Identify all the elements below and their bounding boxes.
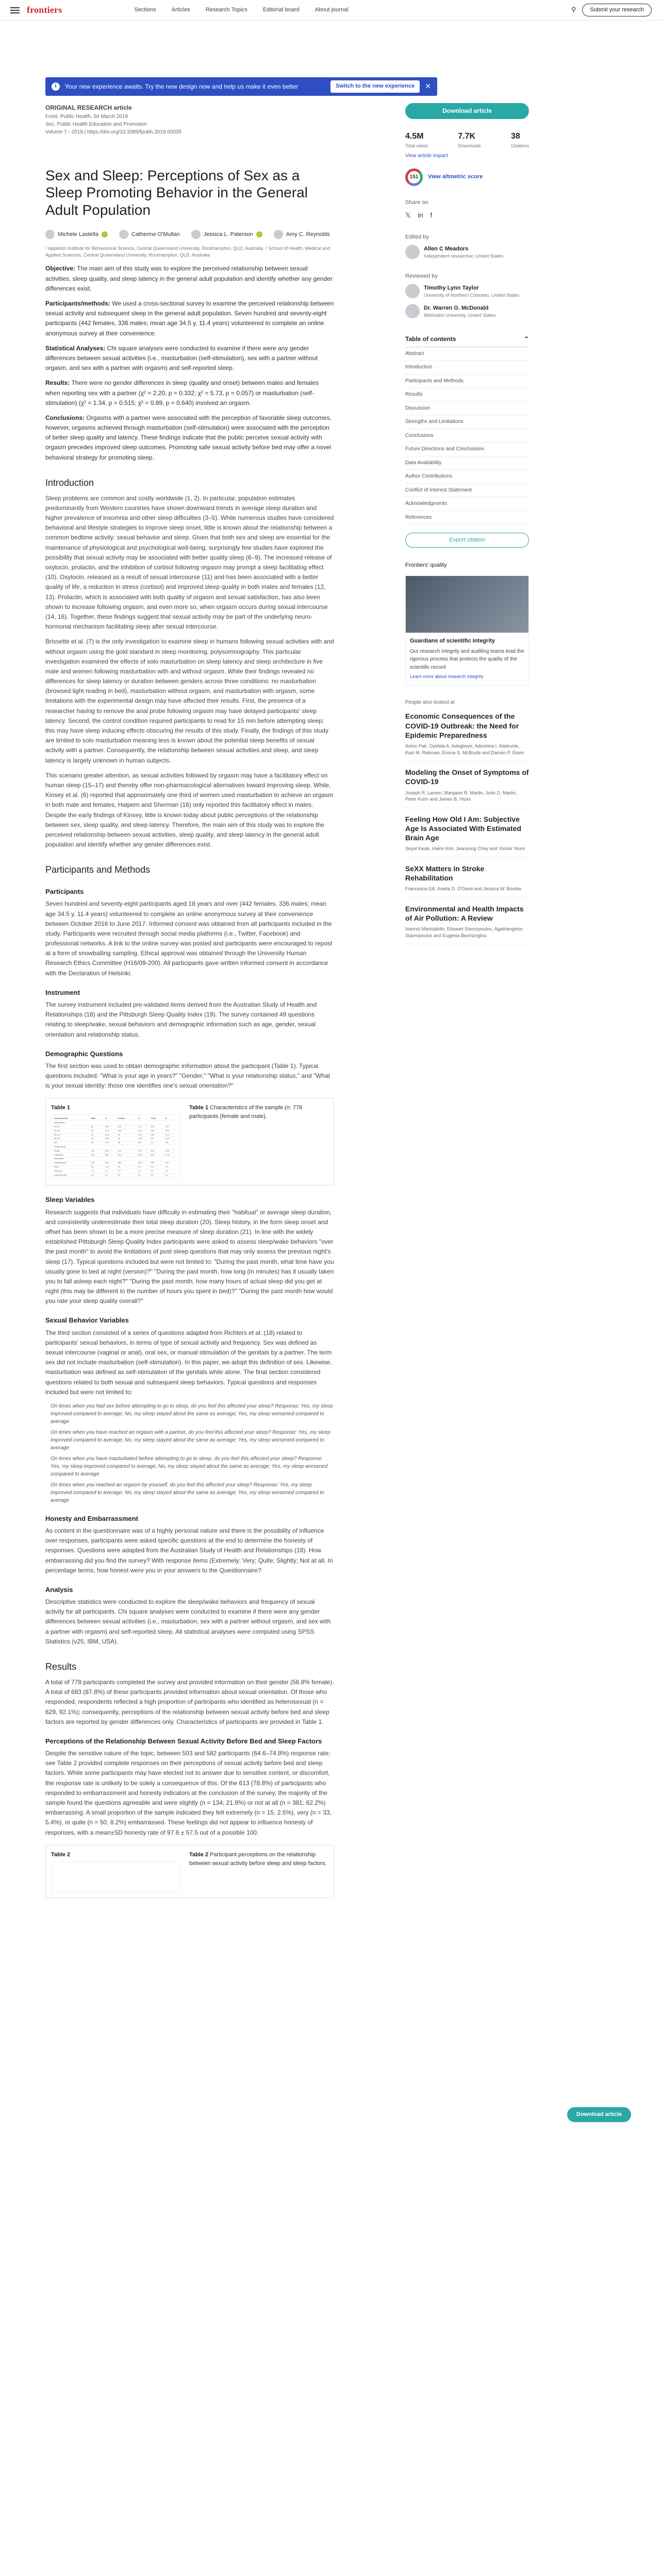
related-article[interactable] [405,904,529,945]
caption-label: Table 2 [189,1851,209,1858]
table-cell: 29.0 [138,1129,150,1133]
toc-item[interactable]: References [405,511,529,525]
abstract-text: We used a cross-sectional survey to examine the perceived relationship between sexual activity and subsequent sleep in the general adult population. Seven hundred and seventy-eight participants (442 females, 336 males; mean age 34.5 y, 11.4 years) volunteered to complete an online anonymous survey at their convenience. [45,300,334,337]
abstract-methods [45,299,334,338]
label: Objective: [45,265,76,273]
table-2-label: Table 2 [51,1851,71,1858]
frontiers-logo[interactable]: frontiers [27,4,62,15]
abstract-objective [45,264,334,294]
table-cell: 18 [91,1173,105,1177]
author-list [45,230,334,239]
table-cell: 7.2 [150,1169,164,1173]
table-cell: 55+ [54,1141,91,1145]
table-cell [150,1145,164,1149]
info-icon: i [52,82,60,91]
introduction-heading: Introduction [45,477,94,488]
toc-item[interactable]: Results [405,388,529,402]
related-title[interactable]: Modeling the Onset of Symptoms of COVID-19 [405,768,529,786]
author[interactable] [119,230,180,239]
survey-question: On times when you have reached an orgasm with a partner, do you feel this affected your sleep? Response: Yes, my sleep improved compared to average; No, my sleep stayed about the same as average; Yes, my sleep worsened compared to average [51,1429,330,1451]
stat-downloads [458,130,481,150]
table-row [54,1149,177,1153]
table-cell [117,1145,137,1149]
table-row [54,1133,177,1137]
related-title[interactable]: Feeling How Old I Am: Subjective Age Is Associated With Estimated Brain Age [405,815,521,842]
paragraph: As content in the questionnaire was of a highly personal nature and there is the possibility of influence over responses, participants were asked specific questions at the end to determine the honesty of responses. Questions were adapted from the Australian Study of Health and Relationships (18). How embarrassing did you find the survey? With response items (Extremely; Very; Quite; Slightly; Not at all. In percentage terms, how honest were you in your answers to the Questionnaire? [45,1527,333,1574]
table-cell: 84 [91,1125,105,1129]
journal-line[interactable]: Front. Public Health, 04 March 2019 [45,113,128,120]
table-cell: Sleep (h) [54,1169,91,1173]
stat-label: Total views [405,143,428,149]
paragraph: This scenario greater attention, as sexual activities followed by orgasm may have a facilitatory effect on human sleep (15–17) and thereby offer non-pharmacological alternatives toward improving sleep. While, Kinsey et al. (6) reported that approximately one third of women used masturbation to achieve an orgasm in both male and females, Halpern and Sherman (16) only reported this facilitatory effect in males. Despite the early findings of Kinsey, little is known today about public perceptions of the relationship between sex, sleep quality, and sleep latency. Therefore, the main aim of this study was to explore the perceived relationship between sexual activities, sleep quality, and sleep latency in the general adult population and identify whether any gender differences exist. [45,771,334,849]
survey-question: On times when you have masturbated before attempting to go to sleep, do you feel this affected your sleep? Response: Yes, my sleep improved compared to average; No, my sleep stayed about the same as average; Yes, my sleep worsened compared to average [51,1455,328,1477]
quality-label: Frontiers' quality [405,562,447,569]
results-heading: Results [45,1662,77,1672]
table-cell: Age (years) [54,1121,91,1125]
table-cell [117,1157,137,1161]
abstract-text: Orgasms with a partner were associated with the perception of favorable sleep outcomes, however, orgasms achieved through masturbation (self-stimulation) were associated with the perception of better sleep quality and latency. These findings indicate that the public perceive sexual activity with orgasm precedes improved sleep outcomes. Promoting safe sexual activity before bed may offer a novel behavioral strategy for promoting sleep. [45,414,332,461]
table-row [54,1141,177,1145]
table-cell: 31.9 [138,1149,150,1153]
author[interactable] [191,230,262,239]
nav-about-journal[interactable]: About journal [315,6,349,13]
table-cell [91,1157,105,1161]
related-title[interactable]: Environmental and Health Impacts of Air Pollution: A Review [405,904,524,923]
abstract-text: There were no gender differences in sleep (quality and onset) between males and females when reporting sex with a partner (χ² = 2.20, p = 0.332; χ² = 5.73, p = 0.057) or masturbation (self-stimulation) (χ² = 1.34, p = 0.515; χ² = 0.89, p = 0.640) involved an orgasm. [45,379,319,406]
table-cell: 7.2 [117,1169,137,1173]
label: Participants/methods: [45,300,111,308]
table-row [54,1157,177,1161]
paragraph: A total of 778 participants completed the survey and provided information on their gender (56.8% female). A total of 683 (87.8%) of these participants provided information about sexual orientation. Of those who responded, respondents reflected a high proportion of participants who identified as heterosexual (n = 629, 92.1%); consequently, perceptions of the relationship between sexual activity before bed and sleep factors are reported by gender differences only. Characteristics of participants are provided in Table 1. [45,1678,334,1725]
avatar [405,284,420,298]
author-name[interactable]: Michele Lastella [58,231,98,238]
table-cell: 38 [117,1141,137,1145]
abstract [45,264,334,462]
table-header-cell: % [164,1117,177,1121]
people-also-looked-label: People also looked at [405,699,455,705]
related-title[interactable]: Economic Consequences of the COVID-19 Outbreak: the Need for Epidemic Preparedness [405,712,519,739]
person-org: Methodist University, United States [424,312,496,318]
table-cell: 120 [117,1125,137,1129]
article-stats [405,130,529,150]
table-row [54,1137,177,1141]
stat-citations [511,130,529,150]
stat-value: 38 [510,131,520,141]
table-cell: Relationship [54,1145,91,1149]
person-org: Independent researcher, United States [424,253,504,259]
right-sidebar [405,96,529,951]
table-cell: Single [54,1149,91,1153]
table-cell [150,1157,164,1161]
close-icon[interactable]: ✕ [425,82,431,91]
related-authors: Francesca Gill, Aniela D. O'Dano and Jessica W. Bourke [405,886,522,892]
table-cell: 45–54 [54,1137,91,1141]
toc-item[interactable]: Discussion [405,402,529,416]
table-cell: 7.9 [164,1165,177,1170]
article-type: ORIGINAL RESEARCH article [45,104,132,111]
table-cell: Heterosexual [54,1161,91,1165]
table-cell: 28.3 [164,1129,177,1133]
altmetric-donut-icon: 151 [405,168,423,186]
sexual-behavior-heading: Sexual Behavior Variables [45,1316,129,1325]
table-cell: 7.1 [91,1169,105,1173]
stat-label: Downloads [458,143,481,149]
table-cell: 141 [117,1149,137,1153]
paragraph: Research suggests that individuals have difficulty in estimating their "habitual" or average sleep duration, and consistently underestimate their total sleep duration (20). Sleep history, in the form sleep onset and offset has been shown to be a more precise measure of sleep duration (21). In line with the widely established Pittsburgh Sleep Quality Index participants were asked to assess sleep/wake behaviors "over the past month" to avoid the limitations of post sleep questions that may only assess the previous night's sleep (17). Typical questions included but were not limited to: "During the past month, what time have you usually gone to bed at night (version)?" "During the past month, how long (in minutes) has it usually taken you to fall asleep each night?" "During the past month, how many hours of actual sleep did you get at night (this may be different to the number of hours you spent in bed)?" "During the past month how would you rate your sleep quality overall?" [45,1208,334,1305]
table-cell: 1.1 [105,1169,117,1173]
table-1-card[interactable] [45,1098,334,1185]
article-column [45,96,334,1905]
table-cell [164,1157,177,1161]
table-cell: 20.8 [105,1133,117,1137]
related-article[interactable] [405,864,529,898]
instrument-heading: Instrument [45,988,80,996]
table-cell: 13.8 [138,1137,150,1141]
related-authors: Anton Pak, Oyelola A. Adegboye, Adeshina I. Adekunle, Kazi M. Rahman, Emma S. McBryde and Damon P. Eisen [405,743,524,755]
table-row [54,1161,177,1165]
table-cell: 68.1 [138,1153,150,1157]
table-cell: 113 [150,1137,164,1141]
author-avatar [191,230,201,239]
table-cell: 94.6 [138,1161,150,1165]
related-article[interactable] [405,815,529,858]
toc-item[interactable]: Data Availability [405,456,529,470]
orcid-icon[interactable] [102,231,108,238]
table-cell: Orientation [54,1157,91,1161]
table-cell: 20 [117,1165,137,1170]
sleep-variables-heading: Sleep Variables [45,1196,95,1204]
table-2-card[interactable] [45,1845,334,1898]
table-cell [105,1157,117,1161]
table-cell: 89.0 [105,1161,117,1165]
table-cell: 34 [91,1165,105,1170]
perceptions-heading: Perceptions of the Relationship Between Sexual Activity Before Bed and Sleep Factors [45,1737,322,1745]
quality-card[interactable] [405,575,529,685]
abstract-text: Chi square analyses were conducted to examine if there were any gender differences between sexual activities (i.e., masturbation (self-stimulation), sex with a partner without orgasm, and sex with a partner with orgasm) and self-reported sleep. [45,344,318,372]
paragraph: Seven hundred and seventy-eight participants aged 18 years and over (442 females, 336 males; mean age 34.5 y, 11.4 years) volunteered to complete an online anonymous survey at their convenience between October 2016 to June 2017. Informed consent was obtained from all participants included in the study. Participants were recruited through social media platforms (i.e., Twitter, Facebook) and professional networks. A link to the online survey was posted and participants were encouraged to repost at a form of snowballing sampling. Ethical approval was obtained through the University Human Research Ethics Committee (H16/09-200). All participants gave written informed consent in accordance with the Declaration of Helsinki. [45,900,333,977]
table-cell: 11.3 [105,1141,117,1145]
altmetric-link[interactable]: View altmetric score [428,174,483,180]
demographic-heading: Demographic Questions [45,1049,123,1058]
floating-download-button[interactable]: Download article [567,2107,631,2122]
author-name[interactable]: Catherine O'Mullan [131,231,180,238]
caption-text: Characteristics of the sample (n: 778 participants (female and male). [189,1105,303,1120]
stat-value: 4.5M [405,131,424,141]
quality-image [406,576,528,633]
linkedin-icon[interactable]: in [418,211,423,219]
label: Conclusions: [45,414,85,421]
related-article[interactable] [405,711,529,761]
paragraph: The first section was used to obtain demographic information about the participant (Table 1). Typical questions included: "What is your age in years?" "Gender," "What is your relationship status," and "What is your sexual identity: those one identifies one's sexual orientation?" [45,1062,330,1090]
paragraph: Brissette et al. (7) is the only investigation to examine sleep in humans following sexual activities with and without orgasm using the gold standard in sleep monitoring, polysomnography. This particular investigation examined the effects of solo masturbation on sleep latency and sleep architecture in five male and women following masturbation with and without orgasm. While their findings revealed no differences for sleep latency or duration between genders across three conditions: no masturbation (browsed light reading in bed), masturbation without orgasm, and masturbation with orgasm, some limitations with the experimental design may have affected their results. First, the presence of a researcher having to remove the anal probe following orgasm may have delayed participants' sleep latency. Second, the control condition required participants to read for 15 min before attempting sleep; this may have sleep inducing effects obscuring the results of this study. Finally, the findings of this study are limited to solo masturbation meaning less is known about the potential sleep benefits of sexual activity with a partner. Consequently, the relationship between sexual activities and sleep, and sleep latency is largely unknown in human subjects. [45,638,334,764]
table-cell: 224 [91,1153,105,1157]
table-header-cell: % [138,1117,150,1121]
author[interactable] [45,230,108,239]
abstract-stats [45,344,334,374]
reviewer-info [424,304,495,319]
table-cell: 15 [164,1173,177,1177]
table-1-caption [189,1104,328,1180]
person-name[interactable]: Timothy Lynn Taylor [424,284,479,291]
table-cell [117,1121,137,1125]
author-avatar [45,230,55,239]
article-title: Sex and Sleep: Perceptions of Sex as a Sleep Promoting Behavior in the General Adult Population [45,167,308,218]
toc-item[interactable]: Participants and Methods [405,375,529,388]
toc-header[interactable] [405,332,529,347]
methods-heading: Participants and Methods [45,865,151,875]
toc-item[interactable]: Abstract [405,347,529,361]
table-cell: 61 [117,1137,137,1141]
table-cell [91,1145,105,1149]
label: Results: [45,379,70,387]
table-cell: 25.0 [105,1125,117,1129]
abstract-results [45,378,334,408]
abstract-conclusions [45,413,334,463]
table-cell [164,1145,177,1149]
toc-item[interactable]: Introduction [405,361,529,375]
table-cell: 8.6 [138,1141,150,1145]
table-row [54,1129,177,1133]
top-header [0,0,662,21]
download-article-button[interactable]: Download article [405,103,529,119]
table-cell: 33.3 [105,1149,117,1153]
table-cell: Partnered [54,1153,91,1157]
table-of-contents [405,332,529,524]
table-cell: 301 [117,1153,137,1157]
table-cell: 204 [150,1125,164,1129]
related-authors: Seyul Kwak, Hairin Kim, Jeanyung Chey and Yoosik Youm [405,846,525,852]
export-citation-button[interactable]: Export citation [405,533,529,548]
view-impact-link[interactable]: View article impact [405,153,449,159]
stat-value: 7.7K [458,131,476,141]
table-cell: 11.0 [105,1165,117,1170]
toc-item[interactable]: Future Directions and Conclusions [405,443,529,456]
editor-info [424,245,503,260]
table-cell [105,1145,117,1149]
table-cell: 276 [91,1161,105,1165]
author[interactable] [274,230,330,239]
altmetric[interactable] [405,168,529,186]
table-cell [91,1121,105,1125]
table-cell: 20 [150,1173,164,1177]
table-cell: 21 [117,1173,137,1177]
table-header-cell: Total [150,1117,164,1121]
table-cell: 70 [91,1133,105,1137]
table-cell: 128 [117,1129,137,1133]
table-cell: 9.8 [164,1141,177,1145]
quality-body [406,633,528,685]
table-header-row [54,1117,177,1121]
author-avatar [119,230,128,239]
table-cell: 112 [91,1149,105,1153]
table-cell: 525 [150,1153,164,1157]
table-cell: 95 [117,1133,137,1137]
table-1 [54,1117,177,1177]
table-cell: 26.2 [164,1125,177,1129]
share-label: Share on [405,199,428,206]
submit-research-button[interactable]: Submit your research [582,4,652,16]
person-name[interactable]: Allen C Meadors [424,246,469,252]
nav-sections[interactable]: Sections [134,6,156,13]
table-cell: 27.4 [105,1129,117,1133]
switch-experience-button[interactable]: Switch to the new experience [330,80,420,92]
abstract-text: The main aim of this study was to explore the perceived relationship between sexual activities, sleep quality, and sleep latency in the general adult population and identify whether any gender differences exist. [45,265,333,292]
table-2-thumb-wrap [51,1851,180,1892]
reviewer[interactable] [405,304,529,319]
table-row [54,1169,177,1173]
paragraph: Despite the sensitive nature of the topic, between 503 and 582 participants (64.6–74.8%) response rate; see Table 2 provided complete responses on their perceptions of sexual activity before bed and sleep factors. While some participants may have elected not to answer due to sensitive content, or discomfort, the response rate is unlikely to be solely a consequence of this. Of the 613 (78.8%) of participants who responded to embarrassment and honesty indicators at the conclusion of the survey, the majority of the sample found the questions agreeable and were slightly (n = 134; 21.9%) or not at all (n = 381; 62.2%) embarrassing. A small proportion of the sample indicated they felt extremely (n = 15, 2.5%), very (n = 33, 5.4%), or quite (n = 50, 8.2%) embarrassed. These feelings did not appear to influence honesty of responses, with a mean±SD honesty rate of 97.6 ± 57.5 out of a possible 100. [45,1750,332,1836]
toc-title: Table of contents [405,335,456,343]
avatar [405,245,420,259]
table-row [54,1121,177,1125]
table-body [54,1121,177,1177]
table-row [54,1145,177,1149]
table-cell: 165 [150,1133,164,1137]
table-2-thumbnail[interactable] [51,1861,180,1892]
quality-text: Our research integrity and auditing teams lead the rigorous process that protects the quality of the scientific record [410,648,524,670]
search-icon[interactable]: ⚲ [571,6,576,14]
table-cell [105,1121,117,1125]
table-cell: 14 [105,1173,117,1177]
paragraph: Sleep problems are common and costly worldwide (1, 2). In particular, population estimates predominantly from Western countries have shown downward trends in average sleep duration and higher prevalence of insomnia and other sleep difficulties (3–5). While numerous studies have considered behavioral and lifestyle strategies to improve sleep onset, little is known about the relationship between a common bedtime activity: sexual behavior and sleep. Given that both sex and sleep are essential for the maintenance of physiological and psychological well-being, surprisingly few studies have explored the possibility that sexual activity may be associated with better quality sleep (6–9). The increased release of oxytocin, prolactin, and the inhibition of cortisol following orgasm may prompt a sleep facilitating effect (10). Oxytocin, released as a result of sexual intercourse (11) and has been associated with a better quality of life, a reduction in stress (cortisol) and improved sleep quality in both males and females (12, 13). Prolactin, which is associated with both quality of orgasm and sexual satisfaction, has also been shown to increase following orgasm, and even more so, when orgasm occurs during sexual intercourse (14, 16). Together, these findings suggest that sexual activity may be part of the underlying neuro-hormonal mechanism facilitating sleep after sexual intercourse. [45,494,334,631]
share-icons [405,210,529,221]
toc-item[interactable]: Conclusions [405,429,529,443]
table-cell: 220 [150,1129,164,1133]
survey-question: On times when you had sex before attempting to go to sleep, do you feel this affected your sleep? Response: Yes, my sleep improved compared to average; No, my sleep stayed about the same as average; Yes, my sleep worsened compared to average [51,1403,333,1425]
reviewer[interactable] [405,284,529,299]
table-header-cell: % [105,1117,117,1121]
person-name[interactable]: Dr. Warren G. McDonald [424,304,489,311]
table-cell [138,1145,150,1149]
table-header-cell: Male [91,1117,105,1121]
table-cell: 25–34 [54,1129,91,1133]
author-avatar [274,230,283,239]
nav-editorial-board[interactable]: Editorial board [262,6,300,13]
table-header-cell: Characteristic [54,1117,91,1121]
survey-question: On times when you reached an orgasm by yourself, do you feel this affected your sleep? Response: Yes, my sleep improved compared to average; No, my sleep stayed about the same as average; Yes, my sleep worsened compared to average [51,1482,324,1503]
table-cell: 35–44 [54,1133,91,1137]
table-cell: 353 [117,1161,137,1165]
table-cell: 67.5 [164,1153,177,1157]
table-cell: 253 [150,1149,164,1153]
banner-text: Your new experience awaits. Try the new design now and help us make it even better [65,82,299,90]
table-cell: Other [54,1165,91,1170]
table-cell [164,1121,177,1125]
table-1-label: Table 1 [51,1105,71,1111]
edited-by-label: Edited by [405,234,429,241]
table-row [54,1125,177,1129]
table-cell: 5.4 [138,1165,150,1170]
reviewer-info [424,284,519,299]
person-org: University of Northern Colorado, United States [424,292,520,298]
table-cell: 18–24 [54,1125,91,1129]
related-authors: Joseph R. Larsen, Margaret R. Martin, John D. Martin, Peter Kuhn and James B. Hicks [405,790,517,802]
table-cell: 92 [91,1129,105,1133]
reviewed-by-label: Reviewed by [405,273,438,279]
table-cell: 54 [150,1165,164,1170]
chevron-up-icon[interactable]: ⌃ [523,335,529,343]
honesty-heading: Honesty and Embarrassment [45,1514,138,1522]
table-cell: 21.2 [164,1133,177,1137]
table-cell [138,1121,150,1125]
table-cell: 1.2 [138,1169,150,1173]
label: Statistical Analyses: [45,344,106,352]
table-cell: 1.2 [164,1169,177,1173]
table-1-thumbnail[interactable] [51,1114,180,1180]
related-article[interactable] [405,768,529,808]
table-row [54,1153,177,1157]
table-cell: 15.5 [105,1137,117,1141]
related-title[interactable]: SeXX Matters in Stroke Rehabilitation [405,864,485,883]
participants-heading: Participants [45,888,84,896]
caption-label: Table 1 [189,1105,209,1111]
quality-title: Guardians of scientific integrity [410,637,495,644]
table-cell: 38 [91,1141,105,1145]
table-cell [150,1121,164,1125]
x-twitter-icon[interactable]: 𝕏 [405,211,411,219]
menu-icon[interactable] [10,7,20,13]
volume-line[interactable]: Volume 7 - 2019 | https://doi.org/10.3389/fpubh.2019.00035 [45,129,181,135]
paragraph: The survey instrument included pre-validated items derived from the Australian Study of Health and Relationships (18) and the Pittsburgh Sleep Quality Index (19). The survey contained 49 questions relating to sleep/wake, sexual behaviors and demographic information such as age, gender, sexual orientation and relationship status. [45,1001,317,1038]
nav-research-topics[interactable]: Research Topics [205,6,247,13]
author-name[interactable]: Jessica L. Paterson [203,231,253,238]
quality-link[interactable]: Learn more about research integrity [410,674,484,680]
stat-label: Citations [510,143,529,149]
toc-item[interactable]: Conflict of Interest Statement [405,484,529,498]
table-cell: 16 [138,1173,150,1177]
table-header-cell: Female [117,1117,137,1121]
new-experience-banner [45,77,437,96]
paragraph: The third section consisted of a series of questions adapted from Richters et al. (18) related to participants' sexual behaviors, in terms of type of sexual activity and frequency. Sex was defined as sexual intercourse (vaginal or anal), oral sex, or manual stimulation of the genitals by a partner. The term sex did not include masturbation (self-stimulation). In this paper, we adopt this definition of sex. Likewise, masturbation was defined as self-stimulation of the genitals while alone. The final section considered questions related to both sexual and subsequent sleep behaviors. Typical questions and responses included but were not limited to: [45,1329,332,1396]
table-1-thumb-wrap [51,1104,180,1180]
section-line[interactable]: Sec. Public Health Education and Promotion [45,121,147,127]
analysis-heading: Analysis [45,1585,73,1594]
stat-views [405,130,428,150]
affiliations: ¹ Appleton Institute for Behavioural Science, Central Queensland University, Rockhampton, QLD, Australia. ² School of Health, Medical and Applied Sciences, Central Queensland University, Rockhampton, QLD, Australia [45,246,330,258]
table-cell [138,1157,150,1161]
header-right [571,4,652,16]
orcid-icon[interactable] [256,231,262,238]
table-cell: 92.1 [164,1161,177,1165]
paragraph: Descriptive statistics were conducted to explore the sleep/wake behaviors and frequency of sexual activity for all participants. Chi square analyses were conducted to examine if there were any gender differences between sexual activities (i.e., masturbation, sex with a partner without orgasm, and sex with a partner with orgasm) and self-reported sleep. All statistical analyses were computed using SPSS Statistics (v25, IBM, USA). [45,1598,331,1645]
table-cell: 76 [150,1141,164,1145]
nav-articles[interactable]: Articles [171,6,190,13]
table-cell: 27.1 [138,1125,150,1129]
toc-item[interactable]: Acknowledgments [405,497,529,511]
table-cell: 66.7 [105,1153,117,1157]
related-authors: Ioannis Manisalidis, Elisavet Stavropoulou, Agathangelos Stavropoulos and Eugenia Bezirtzoglou [405,926,523,938]
facebook-icon[interactable]: f [430,211,433,219]
table-cell: 32.5 [164,1149,177,1153]
top-nav [134,6,348,14]
toc-item[interactable]: Author Contributions [405,470,529,484]
table-cell: 14.5 [164,1137,177,1141]
editor[interactable] [405,245,529,260]
table-row [54,1173,177,1177]
table-2-caption [189,1851,328,1892]
caption-text: Participant perceptions on the relationship between sexual activity before sleep and sleep factors. [189,1851,327,1867]
table-cell: Latency (min) [54,1173,91,1177]
toc-item[interactable]: Strengths and Limitations [405,415,529,429]
table-cell: 21.5 [138,1133,150,1137]
avatar [405,304,420,318]
table-cell: 629 [150,1161,164,1165]
table-row [54,1165,177,1170]
author-name[interactable]: Amy C. Reynolds [286,231,330,238]
table-cell: 52 [91,1137,105,1141]
